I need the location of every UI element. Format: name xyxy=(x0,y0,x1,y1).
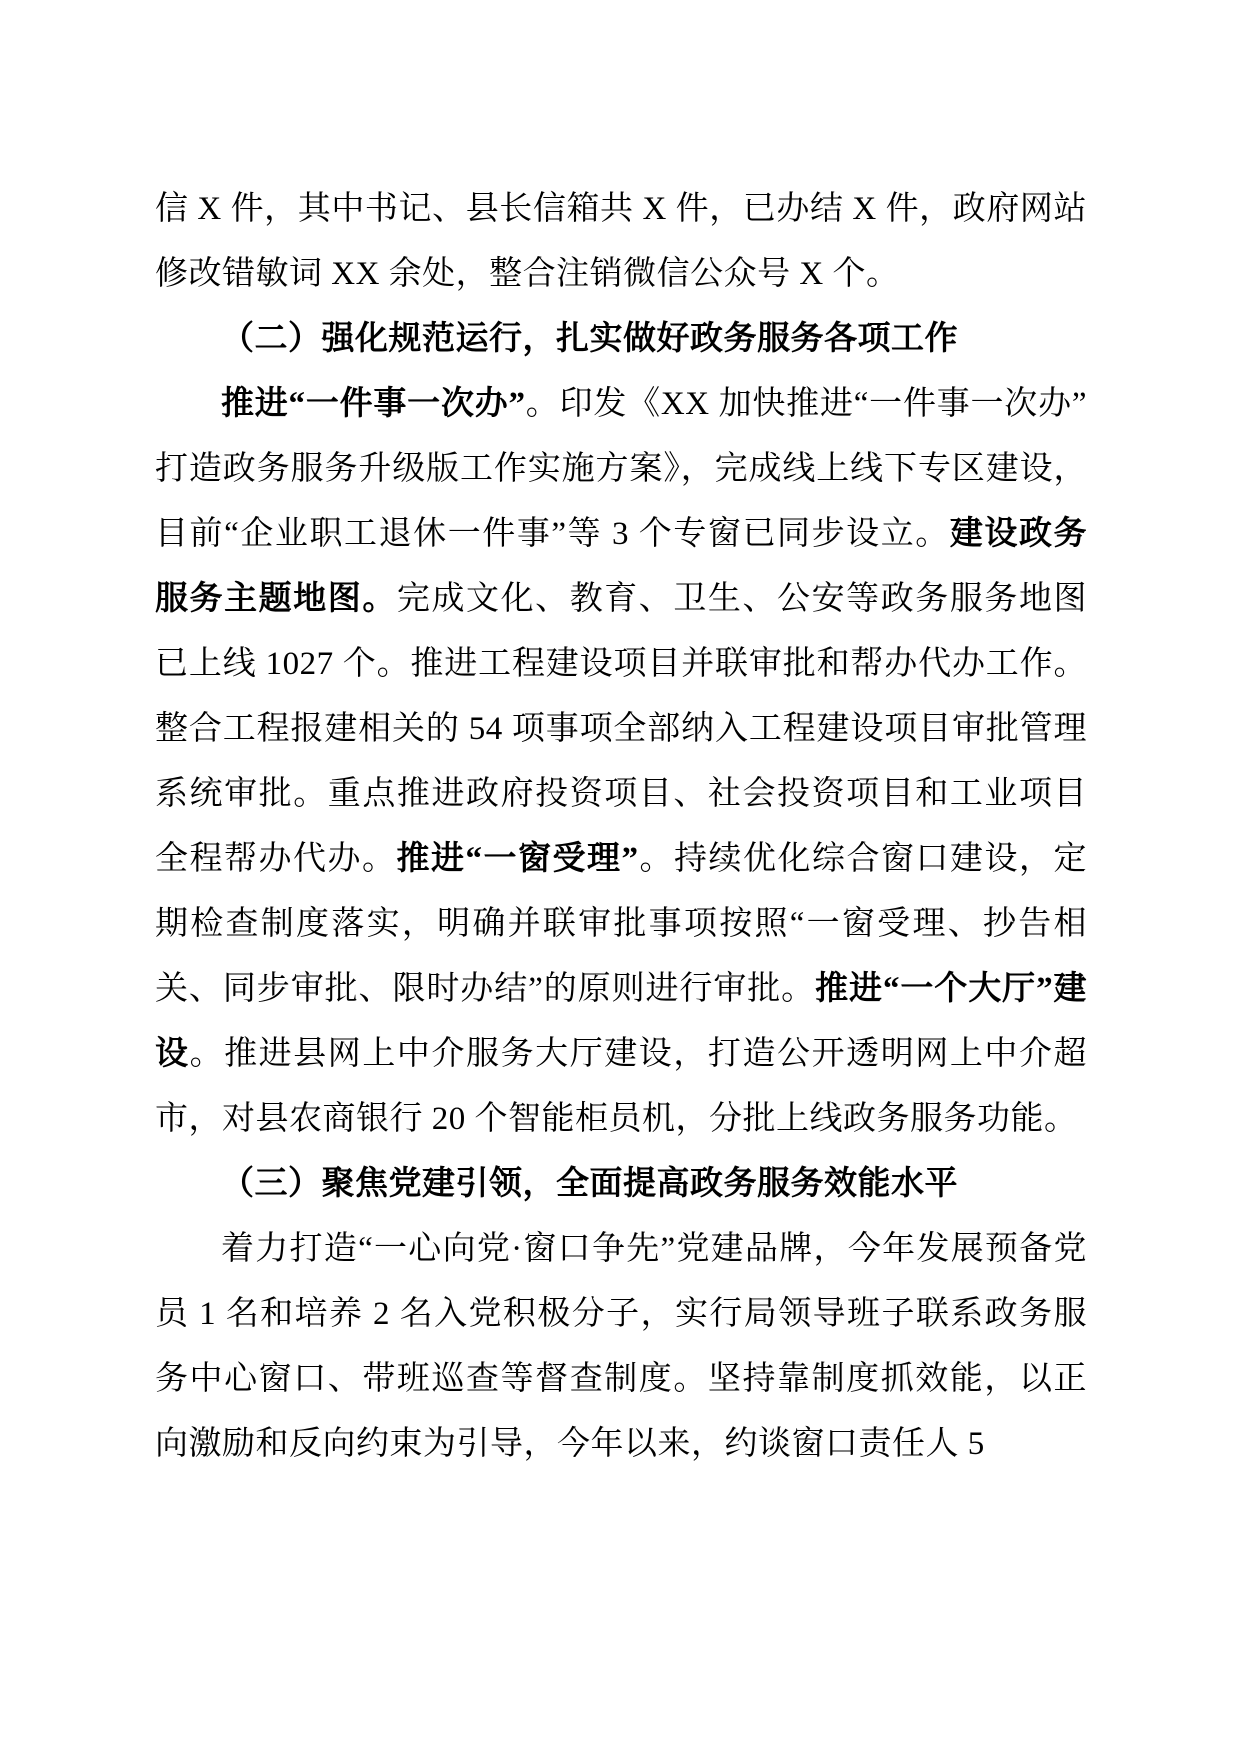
bold-text-run: 推进“一件事一次办” xyxy=(221,386,526,422)
text-run: 信 X 件，其中书记、县长信箱共 X 件，已办结 X 件，政府网站修改错敏词 XX 余处，整合注销微信公众号 X 个。 xyxy=(155,191,1087,292)
bold-text-run: （二）强化规范运行，扎实做好政务服务各项工作 xyxy=(221,321,958,357)
bold-text-run: （三）聚焦党建引领，全面提高政务服务效能水平 xyxy=(221,1166,958,1202)
document-body xyxy=(155,177,1087,1477)
bold-text-run: 推进“一个大厅”建设 xyxy=(155,971,1087,1072)
text-run: 着力打造“一心向党·窗口争先”党建品牌，今年发展预备党员 1 名和培养 2 名入党积极分子，实行局领导班子联系政务服务中心窗口、带班巡查等督查制度。坚持靠制度抓效能，以正向激励和反向约束为引导，今年以来，约谈窗口责任人 5 xyxy=(155,1231,1087,1462)
body-paragraph xyxy=(155,177,1087,307)
body-paragraph xyxy=(155,372,1087,1152)
section-heading xyxy=(155,307,1087,372)
text-run: 。推进县网上中介服务大厅建设，打造公开透明网上中介超市，对县农商银行 20 个智能柜员机，分批上线政务服务功能。 xyxy=(155,1036,1088,1137)
text-run: 。持续优化综合窗口建设，定期检查制度落实，明确并联审批事项按照“一窗受理、抄告相关、同步审批、限时办结”的原则进行审批。 xyxy=(155,841,1087,1007)
text-run: 完成文化、教育、卫生、公安等政务服务地图已上线 1027 个。推进工程建设项目并联审批和帮办代办工作。整合工程报建相关的 54 项事项全部纳入工程建设项目审批管理系统审批。重点推进政府投资项目、社会投资项目和工业项目全程帮办代办。 xyxy=(155,581,1088,877)
section-heading xyxy=(155,1152,1087,1217)
body-paragraph xyxy=(155,1217,1087,1477)
bold-text-run: 推进“一窗受理” xyxy=(396,841,639,877)
text-run: 。印发《XX 加快推进“一件事一次办”打造政务服务升级版工作实施方案》，完成线上线下专区建设，目前“企业职工退休一件事”等 3 个专窗已同步设立。 xyxy=(155,386,1087,552)
bold-text-run: 建设政务服务主题地图。 xyxy=(155,516,1088,617)
